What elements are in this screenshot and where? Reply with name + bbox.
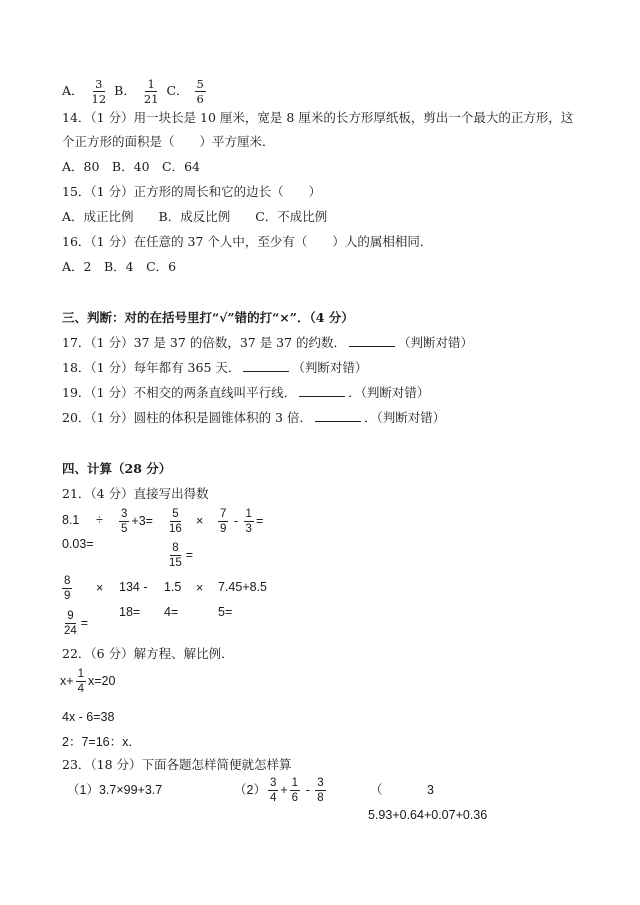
q21-times-sign-3: × [196, 581, 204, 595]
q17-answer-blank[interactable] [349, 345, 395, 347]
q13-option-a-label: A． [62, 83, 84, 99]
q20-answer-blank[interactable] [315, 420, 361, 422]
q22-stem: 22．（6 分）解方程、解比例． [62, 646, 234, 661]
q22-equation-3: 2：7=16：x． [62, 735, 141, 749]
q21-times-sign-1: × [196, 514, 204, 528]
q23-part-1: （1）3.7×99+3.7 [67, 783, 163, 797]
q18-text: 18．（1 分）每年都有 365 天． [62, 360, 241, 375]
q19-tail: ．（判断对错） [348, 385, 430, 400]
q23-stem: 23．（18 分）下面各题怎样简便就怎样算 [62, 757, 292, 772]
q23-part-3-number: 3 [427, 783, 434, 797]
q23-part-2: （2） $\frac{3}{4}$ + $\frac{1}{6}$ - $\frac{3}{8}$ [234, 777, 324, 805]
q21-term-1-5: 1.5 [164, 580, 182, 594]
q18 [62, 362, 367, 375]
q21-frac-3-5: $\frac{3}{5}$ +3= [121, 508, 153, 536]
q15-stem: 15．（1 分）正方形的周长和它的边长（ ） [62, 184, 322, 199]
q21-stem: 21．（4 分）直接写出得数 [62, 486, 209, 501]
q21-term-4: 4= [164, 605, 179, 619]
q21-frac-8-9: $\frac{8}{9}$ [64, 575, 71, 603]
q13-option-c-fraction: $\frac{5}{6}$ [196, 77, 204, 107]
q21-term-18: 18= [119, 605, 141, 619]
q14-line2: 个正方形的面积是（ ）平方厘米． [62, 134, 275, 149]
q16-options: A．2 B．4 C．6 [62, 259, 177, 274]
q22-equation-1: x+ $\frac{1}{4}$ x=20 [60, 668, 116, 696]
q19 [62, 387, 429, 400]
q13-option-a-fraction: $\frac{3}{12}$ [91, 77, 107, 107]
q21-term-8-1: 8.1 [62, 513, 80, 527]
q21-divide-sign: ÷ [96, 513, 103, 527]
q19-answer-blank[interactable] [299, 395, 345, 397]
q21-frac-8-15: $\frac{8}{15}$ = [169, 542, 194, 570]
q22-equation-2: 4x - 6=38 [62, 710, 115, 724]
q14-options: A．80 B．40 C．64 [62, 159, 200, 174]
q21-term-7-45: 7.45+8.5 [218, 580, 268, 594]
q17 [62, 337, 473, 350]
section3-title: 三、判断：对的在括号里打“√”错的打“×”．（4 分） [62, 310, 354, 325]
q13-option-b-fraction: $\frac{1}{21}$ [143, 77, 159, 107]
q13-option-b-label: B． [114, 83, 136, 99]
q21-frac-7-9-minus-1-3: $\frac{7}{9}$ - $\frac{1}{3}$ = [220, 508, 264, 536]
section4-title: 四、计算（28 分） [62, 461, 172, 476]
q18-tail: （判断对错） [292, 360, 368, 375]
q15-options: A．成正比例 B．成反比例 C．不成比例 [62, 209, 328, 224]
q17-tail: （判断对错） [398, 335, 474, 350]
q18-answer-blank[interactable] [243, 370, 289, 372]
q14-line1: 14．（1 分）用一块长是 10 厘米，宽是 8 厘米的长方形厚纸板，剪出一个最大的正方形，这 [62, 110, 574, 125]
q21-times-sign-2: × [96, 581, 104, 595]
q21-frac-5-16: $\frac{5}{16}$ [169, 508, 182, 536]
q23-part-3-expression: 5.93+0.64+0.07+0.36 [368, 808, 488, 822]
q21-term-5: 5= [218, 605, 233, 619]
q20-tail: ．（判断对错） [363, 410, 446, 425]
q19-text: 19．（1 分）不相交的两条直线叫平行线． [62, 385, 297, 400]
q20-text: 20．（1 分）圆柱的体积是圆锥体积的 3 倍． [62, 410, 312, 425]
q20 [62, 412, 445, 425]
q16-stem: 16．（1 分）在任意的 37 个人中，至少有（ ）人的属相相同． [62, 234, 433, 249]
q23-part-3-open-paren: （ [370, 783, 383, 797]
q21-term-134: 134 - [119, 580, 148, 594]
q21-term-0-03: 0.03= [62, 537, 94, 551]
q13-option-c-label: C． [166, 83, 189, 99]
q13-options [62, 78, 208, 105]
q17-text: 17．（1 分）37 是 37 的倍数，37 是 37 的约数． [62, 335, 347, 350]
q21-frac-9-24: $\frac{9}{24}$ = [64, 610, 89, 638]
